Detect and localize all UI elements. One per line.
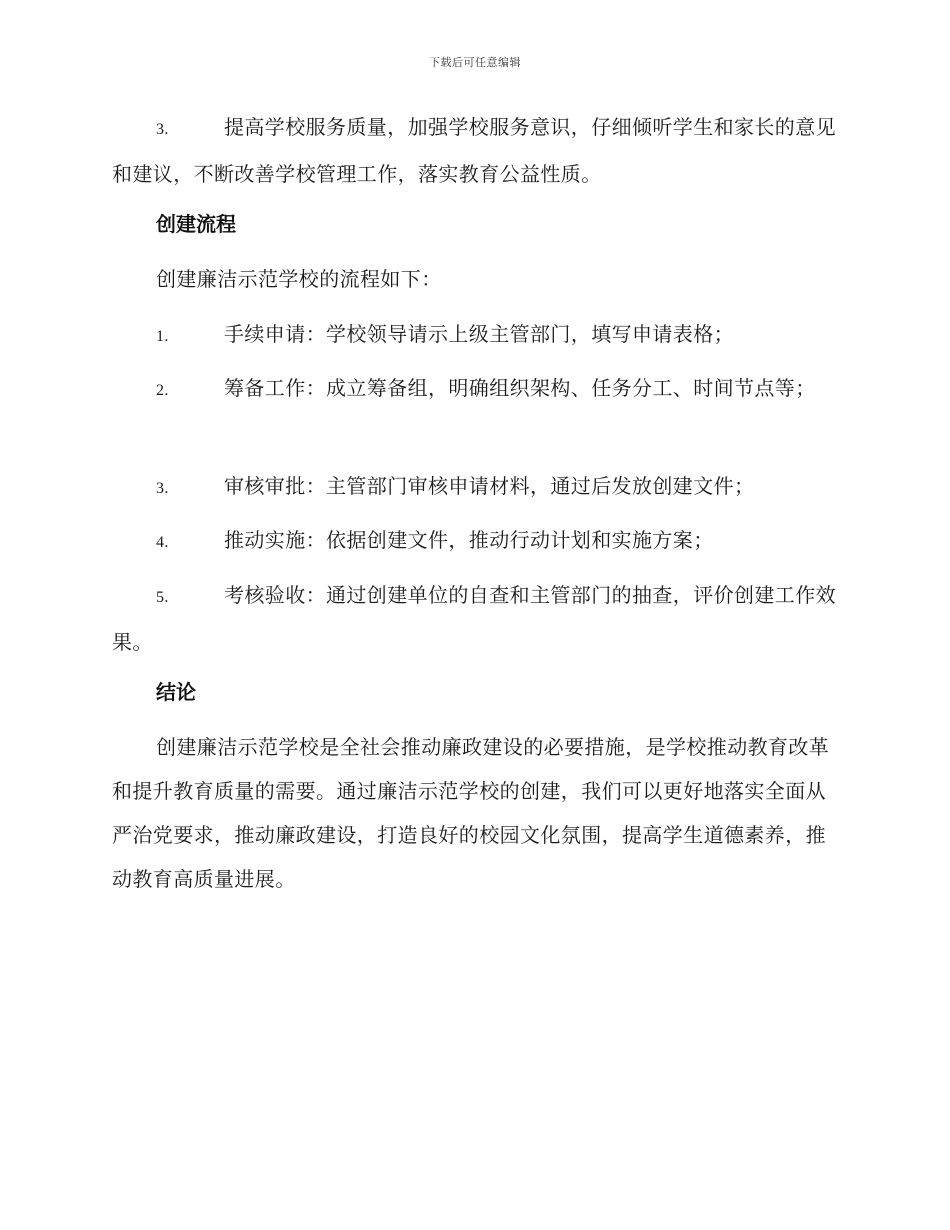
list-item [112,573,836,664]
list-text: 提高学校服务质量，加强学校服务意识，仔细倾听学生和家长的意见和建议，不断改善学校管理工作，落实教育公益性质。 [112,115,836,186]
conclusion-paragraph: 创建廉洁示范学校是全社会推动廉政建设的必要措施，是学校推动教育改革和提升教育质量的需要。通过廉洁示范学校的创建，我们可以更好地落实全面从严治党要求，推动廉政建设，打造良好的校园文化氛围，提高学生道德素养，推动教育高质量进展。 [112,735,830,891]
list-text: 推动实施：依据创建文件，推动行动计划和实施方案； [224,528,714,552]
page-header: 下载后可任意编辑 [429,56,521,69]
list-number: 4. [156,534,169,551]
section-heading-conclusion: 结论 [156,680,196,704]
list-number: 3. [156,121,169,138]
list-text: 考核验收：通过创建单位的自查和主管部门的抽查，评价创建工作效果。 [112,583,836,654]
list-text: 筹备工作：成立筹备组，明确组织架构、任务分工、时间节点等； [224,376,816,400]
list-number: 1. [156,328,169,345]
section-heading-process: 创建流程 [156,212,236,236]
list-text: 手续申请：学校领导请示上级主管部门，填写申请表格； [224,322,734,346]
list-number: 2. [156,382,169,399]
list-item [112,366,836,413]
list-item [112,312,836,359]
list-item [112,464,836,511]
list-item [112,518,836,565]
list-item [112,105,836,196]
process-intro: 创建廉洁示范学校的流程如下： [156,267,442,291]
list-text: 审核审批：主管部门审核申请材料，通过后发放创建文件； [224,474,755,498]
list-number: 5. [156,589,169,606]
list-number: 3. [156,480,169,497]
